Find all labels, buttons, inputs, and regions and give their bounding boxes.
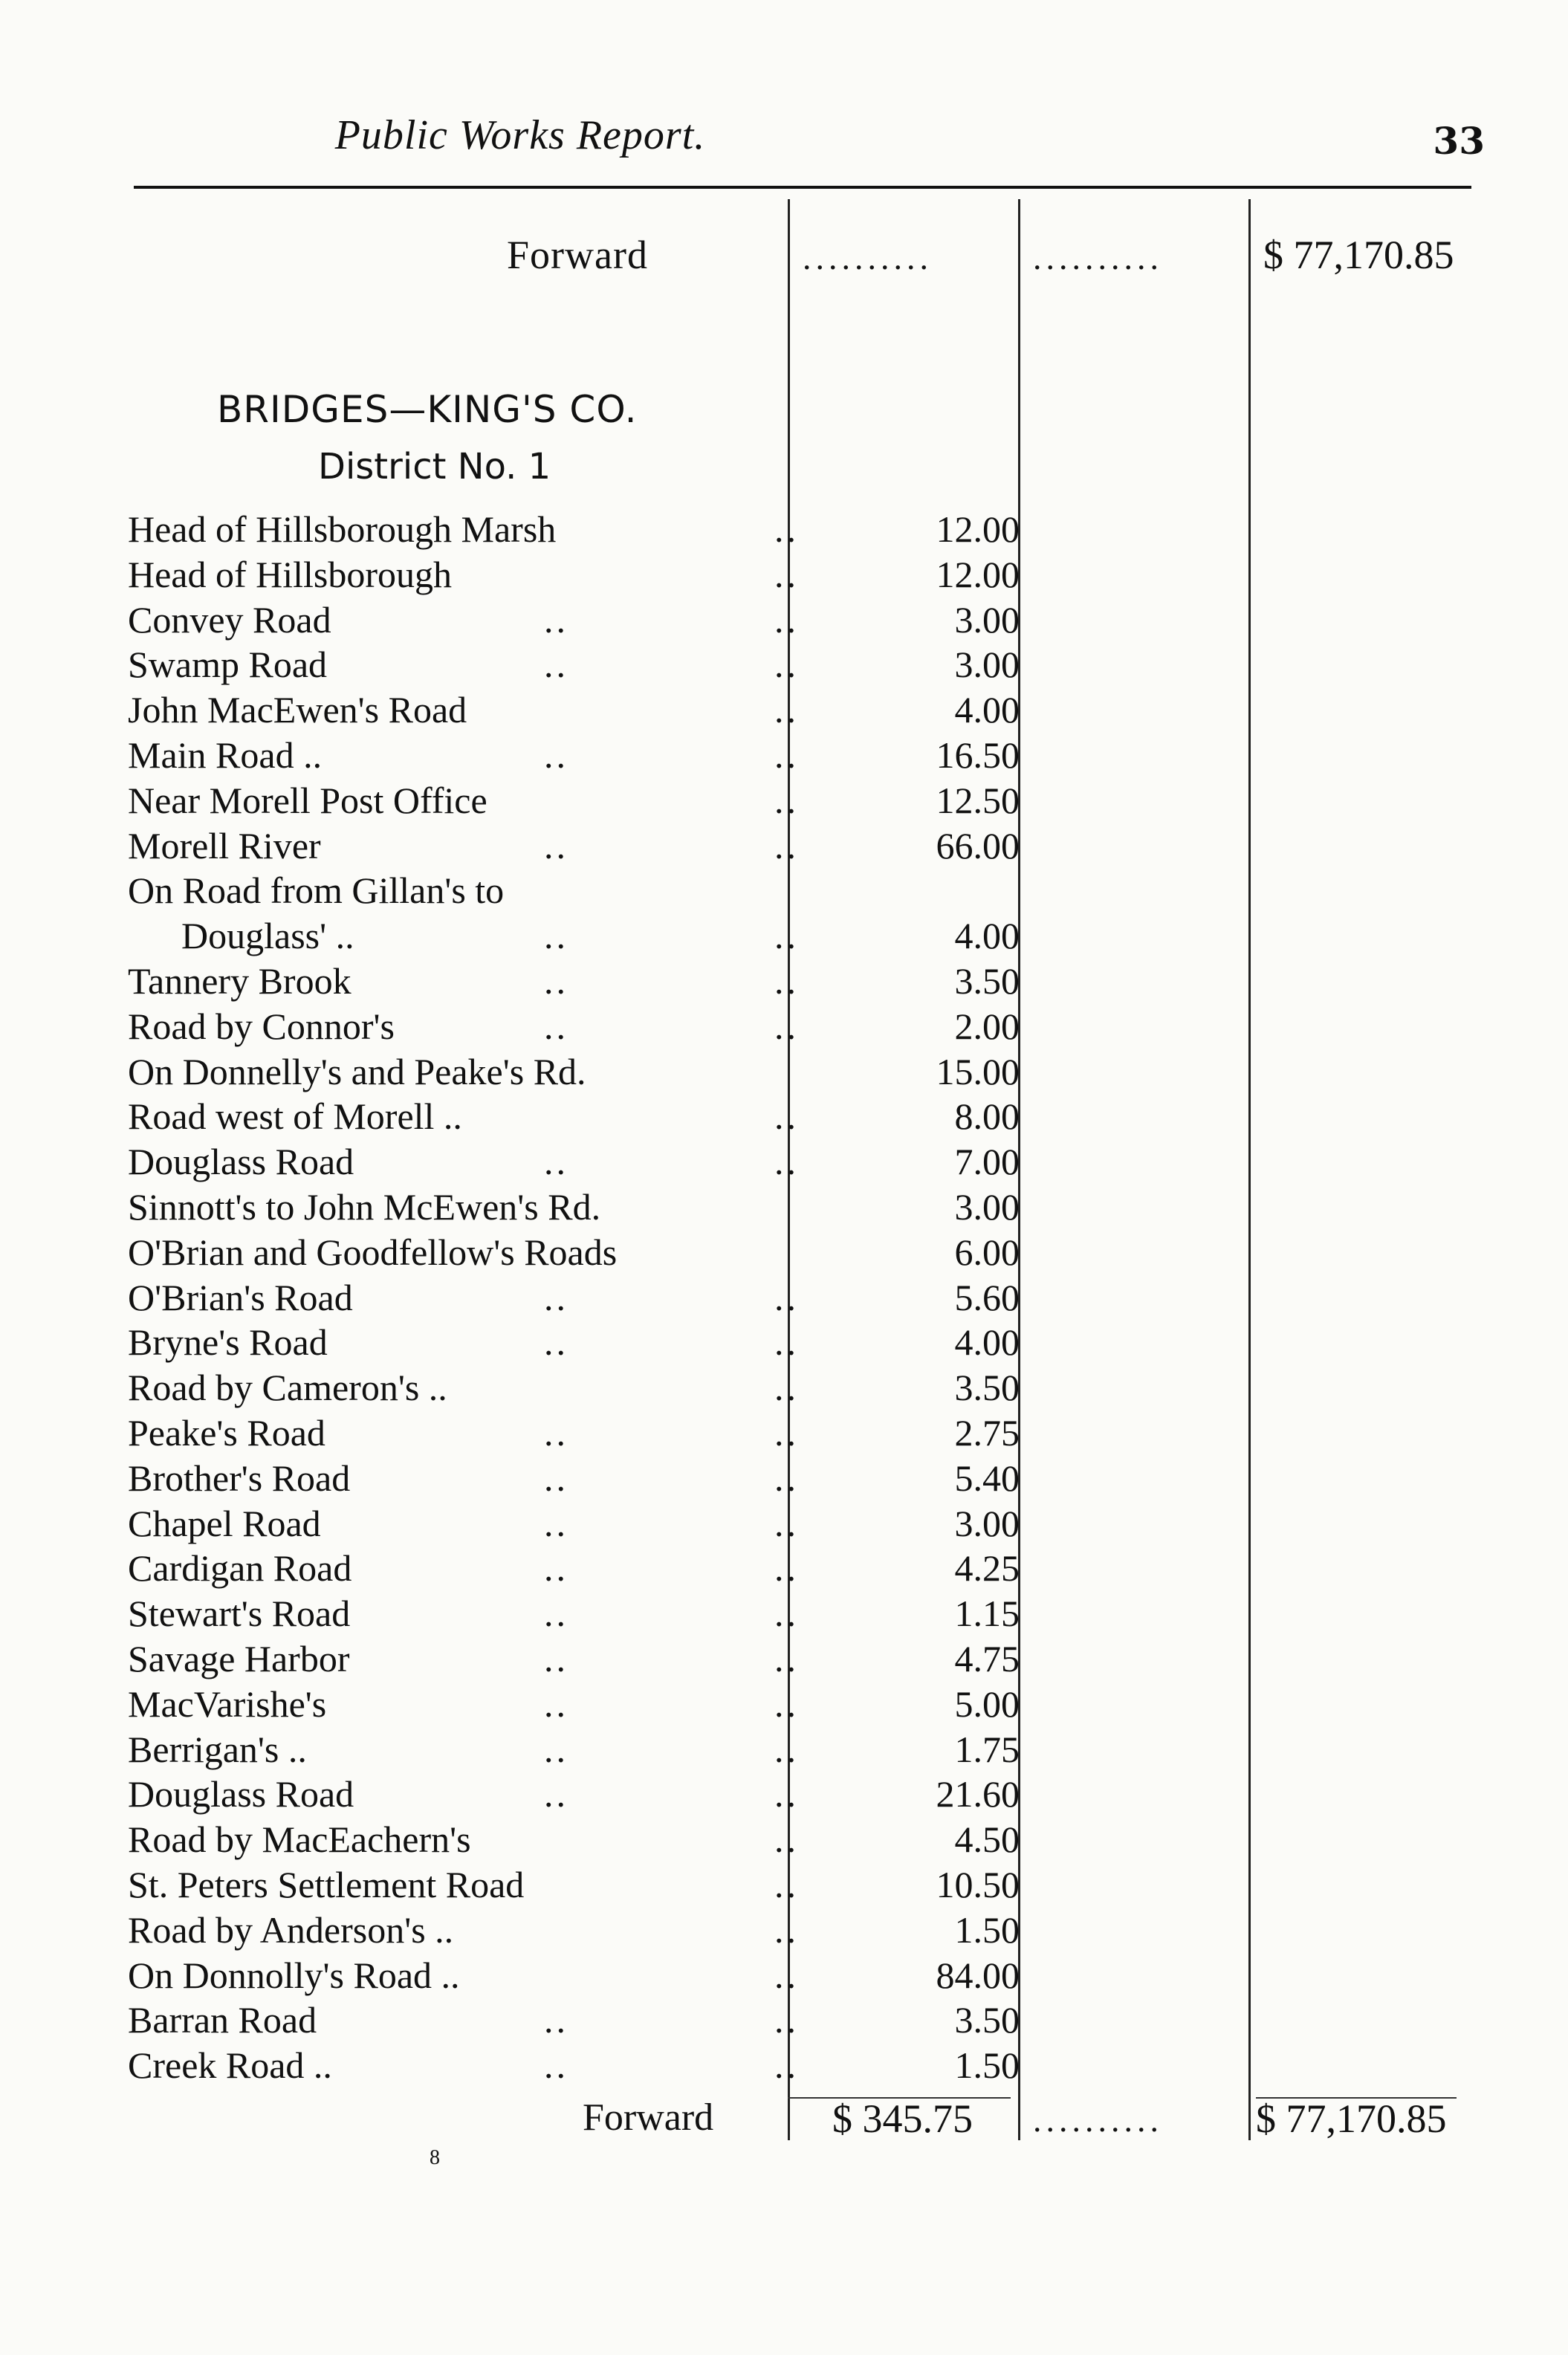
column-rule-3 (1248, 199, 1251, 2140)
entry-row (128, 1004, 1020, 1049)
leader-dots: .. (774, 915, 799, 957)
entry-name: On Donnolly's Road .. (128, 1954, 460, 1996)
entry-amount: 3.50 (954, 959, 1020, 1002)
leader-dots: .. (774, 598, 799, 641)
entry-name: MacVarishe's (128, 1682, 327, 1725)
leader-dots: .. (774, 2044, 799, 2087)
entry-name: Douglass Road (128, 1141, 354, 1183)
header-rule (134, 186, 1471, 189)
entry-name: Berrigan's .. (128, 1728, 307, 1770)
entry-name: Road west of Morell .. (128, 1095, 462, 1138)
leader-dots: .. (774, 824, 799, 866)
forward-total-bottom: $ 77,170.85 (1256, 2096, 1447, 2141)
leader-dots: .. (544, 1276, 568, 1318)
leader-dots: .. (544, 1728, 568, 1770)
entry-row (128, 868, 1020, 913)
entry-amount: 84.00 (936, 1954, 1020, 1996)
entry-row (128, 778, 1020, 823)
leader-dots: .. (774, 1005, 799, 1047)
entry-amount: 3.00 (954, 644, 1020, 686)
leader-dots: .. (774, 689, 799, 731)
leader-dots: .. (774, 779, 799, 821)
entry-amount: 4.50 (954, 1818, 1020, 1861)
entry-amount: 4.00 (954, 689, 1020, 731)
entry-name: Head of Hillsborough (128, 553, 453, 595)
forward-label-top: Forward (507, 233, 648, 277)
entry-amount: 5.00 (954, 1682, 1020, 1725)
entry-row (128, 1365, 1020, 1410)
entry-row (128, 507, 1020, 552)
entry-row (128, 1998, 1020, 2043)
bridge-entries-list (128, 507, 1020, 2088)
leader-dots: .. (774, 1908, 799, 1951)
leader-dots: .......... (1033, 239, 1163, 276)
entry-amount: 6.00 (954, 1231, 1020, 1273)
entry-amount: 3.00 (954, 1502, 1020, 1544)
entry-name: Brother's Road (128, 1457, 351, 1499)
entry-name: Convey Road (128, 598, 331, 641)
entry-amount: 7.00 (954, 1141, 1020, 1183)
forward-subtotal: $ 345.75 (832, 2096, 973, 2141)
entry-amount: 5.60 (954, 1276, 1020, 1318)
entry-name: Stewart's Road (128, 1593, 351, 1635)
entry-amount: 3.50 (954, 1999, 1020, 2041)
entry-row (128, 687, 1020, 733)
leader-dots: .. (544, 733, 568, 776)
leader-dots: .. (544, 959, 568, 1002)
leader-dots: .. (544, 1682, 568, 1725)
entry-amount: 1.50 (954, 2044, 1020, 2087)
entry-amount: 15.00 (936, 1050, 1020, 1092)
entry-row (128, 1636, 1020, 1682)
page-number: 33 (1433, 119, 1485, 163)
entry-amount: 12.50 (936, 779, 1020, 821)
entry-name: Bryne's Road (128, 1321, 328, 1364)
leader-dots: .. (544, 1457, 568, 1499)
entry-amount: 16.50 (936, 733, 1020, 776)
entry-name: Barran Road (128, 1999, 317, 2041)
entry-amount: 21.60 (936, 1773, 1020, 1815)
entry-row (128, 1139, 1020, 1185)
entry-row (128, 1049, 1020, 1095)
entry-row (128, 1185, 1020, 1230)
leader-dots: .. (774, 1637, 799, 1679)
district-heading: District No. 1 (318, 446, 551, 487)
leader-dots: .. (774, 1999, 799, 2041)
entry-amount: 1.75 (954, 1728, 1020, 1770)
entry-name: St. Peters Settlement Road (128, 1863, 525, 1905)
entry-row (128, 1094, 1020, 1139)
leader-dots: .. (774, 644, 799, 686)
entry-row (128, 1772, 1020, 1817)
entry-name: On Donnelly's and Peake's Rd. (128, 1050, 586, 1092)
entry-name: Tannery Brook (128, 959, 351, 1002)
leader-dots: .. (774, 1954, 799, 1996)
leader-dots: .. (774, 1321, 799, 1364)
entry-amount: 1.50 (954, 1908, 1020, 1951)
entry-row (128, 1230, 1020, 1275)
leader-dots: .. (544, 1321, 568, 1364)
entry-amount: 3.00 (954, 1185, 1020, 1228)
entry-name: Douglass' .. (181, 915, 354, 957)
leader-dots: .. (544, 915, 568, 957)
forward-total-top: $ 77,170.85 (1263, 233, 1454, 277)
leader-dots: .. (774, 1141, 799, 1183)
entry-amount: 3.00 (954, 598, 1020, 641)
leader-dots: .. (544, 1502, 568, 1544)
leader-dots: .. (544, 1005, 568, 1047)
entry-row (128, 642, 1020, 687)
entry-row (128, 1908, 1020, 1953)
entry-row (128, 733, 1020, 778)
leader-dots: .. (544, 1411, 568, 1454)
leader-dots: .. (774, 1682, 799, 1725)
entry-row (128, 1953, 1020, 1998)
entry-row (128, 1727, 1020, 1772)
entry-row (128, 1320, 1020, 1365)
entry-amount: 5.40 (954, 1457, 1020, 1499)
entry-row (128, 1501, 1020, 1546)
entry-amount: 2.00 (954, 1005, 1020, 1047)
entry-row (128, 913, 1020, 959)
entry-name: Cardigan Road (128, 1547, 352, 1590)
leader-dots: .. (544, 2044, 568, 2087)
forward-label-bottom: Forward (583, 2096, 714, 2139)
entry-name: Near Morell Post Office (128, 779, 487, 821)
entry-name: Savage Harbor (128, 1637, 350, 1679)
signature-mark: 8 (430, 2146, 440, 2169)
leader-dots: .. (774, 1818, 799, 1861)
entry-amount: 3.50 (954, 1367, 1020, 1409)
entry-amount: 10.50 (936, 1863, 1020, 1905)
entry-name: Swamp Road (128, 644, 328, 686)
leader-dots: .. (774, 1367, 799, 1409)
leader-dots: .. (774, 733, 799, 776)
entry-name: Morell River (128, 824, 321, 866)
entry-name: Road by Cameron's .. (128, 1367, 447, 1409)
entry-amount: 1.15 (954, 1593, 1020, 1635)
entry-name: Peake's Road (128, 1411, 325, 1454)
leader-dots: .. (774, 1276, 799, 1318)
leader-dots: .. (774, 1095, 799, 1138)
entry-name: Sinnott's to John McEwen's Rd. (128, 1185, 601, 1228)
leader-dots: .. (544, 644, 568, 686)
entry-name: Main Road .. (128, 733, 323, 776)
entry-name: Douglass Road (128, 1773, 354, 1815)
entry-row (128, 1410, 1020, 1456)
entry-name: Creek Road .. (128, 2044, 332, 2087)
leader-dots: .. (774, 1457, 799, 1499)
leader-dots: .. (544, 1141, 568, 1183)
entry-name: Road by Connor's (128, 1005, 395, 1047)
entry-row (128, 1456, 1020, 1501)
entry-name: Head of Hillsborough Marsh (128, 508, 557, 550)
leader-dots: .. (774, 1547, 799, 1590)
section-title: BRIDGES—KING'S CO. (217, 388, 638, 431)
entry-row (128, 2043, 1020, 2088)
leader-dots: .. (774, 1728, 799, 1770)
leader-dots: .. (774, 553, 799, 595)
entry-name: On Road from Gillan's to (128, 869, 505, 912)
entry-row (128, 1682, 1020, 1727)
entry-row (128, 823, 1020, 869)
leader-dots: .. (774, 1593, 799, 1635)
leader-dots: .. (774, 1773, 799, 1815)
leader-dots: .. (544, 1547, 568, 1590)
entry-row (128, 1591, 1020, 1636)
entry-row (128, 1862, 1020, 1908)
entry-row (128, 1817, 1020, 1862)
leader-dots: .. (774, 1502, 799, 1544)
leader-dots: .. (544, 1773, 568, 1815)
entry-row (128, 959, 1020, 1004)
leader-dots: .. (544, 598, 568, 641)
leader-dots: .. (544, 1637, 568, 1679)
entry-row (128, 1546, 1020, 1591)
entry-name: John MacEwen's Road (128, 689, 467, 731)
leader-dots: .. (774, 1863, 799, 1905)
entry-amount: 12.00 (936, 508, 1020, 550)
entry-amount: 4.75 (954, 1637, 1020, 1679)
entry-amount: 4.00 (954, 915, 1020, 957)
leader-dots: .. (544, 1999, 568, 2041)
entry-amount: 66.00 (936, 824, 1020, 866)
leader-dots: .. (774, 508, 799, 550)
entry-amount: 4.25 (954, 1547, 1020, 1590)
entry-row (128, 597, 1020, 643)
entry-amount: 12.00 (936, 553, 1020, 595)
entry-row (128, 552, 1020, 597)
entry-row (128, 1275, 1020, 1321)
leader-dots: .. (774, 959, 799, 1002)
entry-name: Chapel Road (128, 1502, 321, 1544)
running-header-title: Public Works Report. (334, 112, 706, 158)
entry-amount: 4.00 (954, 1321, 1020, 1364)
leader-dots: .......... (1033, 2101, 1163, 2139)
leader-dots: .. (544, 1593, 568, 1635)
entry-name: Road by MacEachern's (128, 1818, 471, 1861)
leader-dots: .. (774, 1411, 799, 1454)
entry-amount: 2.75 (954, 1411, 1020, 1454)
entry-amount: 8.00 (954, 1095, 1020, 1138)
entry-name: Road by Anderson's .. (128, 1908, 454, 1951)
leader-dots: .......... (803, 239, 933, 276)
entry-name: O'Brian and Goodfellow's Roads (128, 1231, 618, 1273)
entry-name: O'Brian's Road (128, 1276, 353, 1318)
leader-dots: .. (544, 824, 568, 866)
